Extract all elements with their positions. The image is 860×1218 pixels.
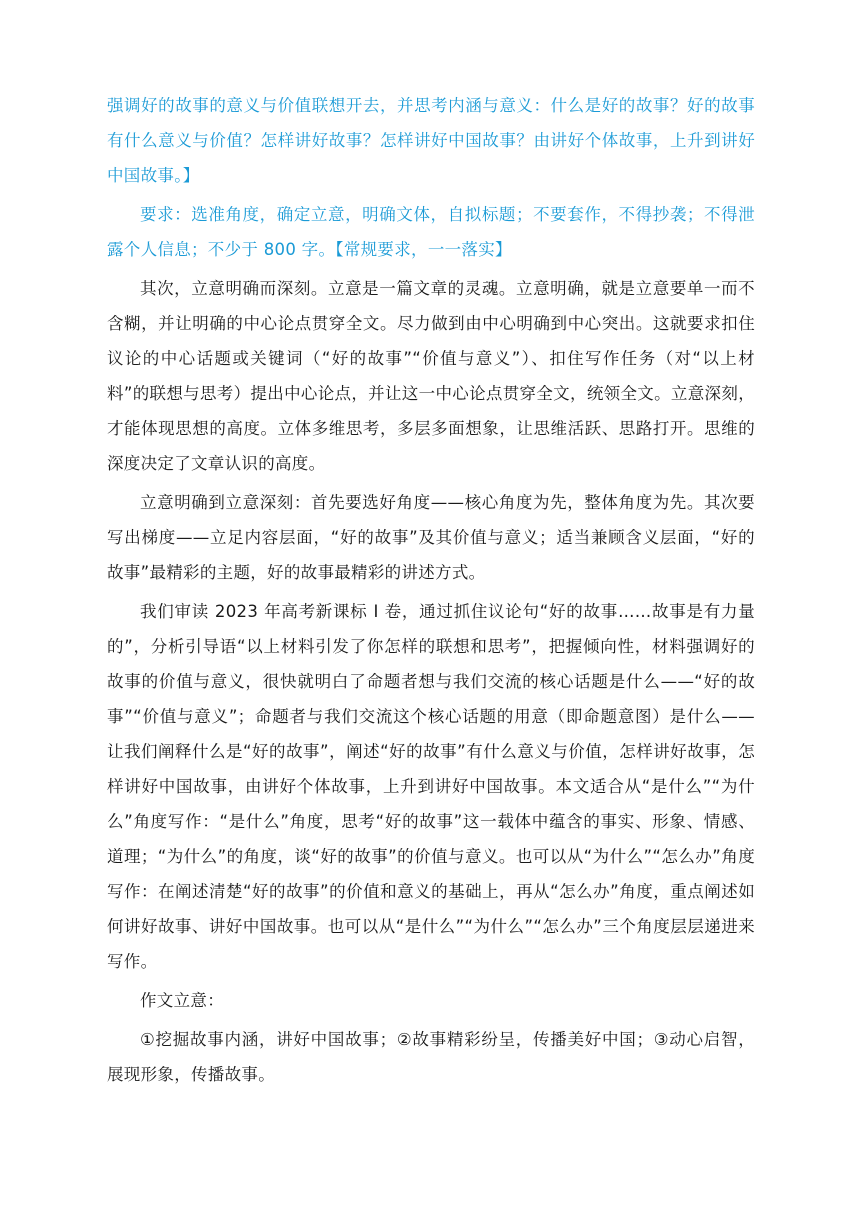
paragraph-essay-theme-list: ①挖掘故事内涵，讲好中国故事；②故事精彩纷呈，传播美好中国；③动心启智，展现形象，传播故事。 [107,1030,755,1084]
paragraph-theme-clarity: 其次，立意明确而深刻。立意是一篇文章的灵魂。立意明确，就是立意要单一而不含糊，并让明确的中心论点贯穿全文。尽力做到由中心明确到中心突出。这就要求扣住议论的中心话题或关键词（“好的故事”“价值与意义”）、扣住写作任务（对“以上材料”的联想与思考）提出中心论点，并让这一中心论点贯穿全文，统领全文。立意深刻，才能体现思想的高度。立体多维思考，多层多面想象，让思维活跃、思路打开。思维的深度决定了文章认识的高度。 [107,279,755,473]
paragraph-essay-theme-heading: 作文立意： [140,991,224,1010]
document-body [107,88,755,1092]
paragraph-theme-depth: 立意明确到立意深刻：首先要选好角度——核心角度为先，整体角度为先。其次要写出梯度——立足内容层面，“好的故事”及其价值与意义；适当兼顾含义层面，“好的故事”最精彩的主题，好的故事最精彩的讲述方式。 [107,493,755,582]
paragraph-material-intent: 强调好的故事的意义与价值联想开去，并思考内涵与意义：什么是好的故事？好的故事有什么意义与价值？怎样讲好故事？怎样讲好中国故事？由讲好个体故事，上升到讲好中国故事。】 [107,96,755,185]
paragraph-exam-analysis: 我们审读 2023 年高考新课标 I 卷，通过抓住议论句“好的故事……故事是有力量的”，分析引导语“以上材料引发了你怎样的联想和思考”，把握倾向性，材料强调好的故事的价值与意义，很快就明白了命题者想与我们交流的核心话题是什么——“好的故事”“价值与意义”；命题者与我们交流这个核心话题的用意（即命题意图）是什么——让我们阐释什么是“好的故事”，阐述“好的故事”有什么意义与价值，怎样讲好故事，怎样讲好中国故事，由讲好个体故事，上升到讲好中国故事。本文适合从“是什么”“为什么”角度写作：“是什么”角度，思考“好的故事”这一载体中蕴含的事实、形象、情感、道理；“为什么”的角度，谈“好的故事”的价值与意义。也可以从“为什么”“怎么办”角度写作：在阐述清楚“好的故事”的价值和意义的基础上，再从“怎么办”角度，重点阐述如何讲好故事、讲好中国故事。也可以从“是什么”“为什么”“怎么办”三个角度层层递进来写作。 [107,602,755,971]
paragraph-requirements: 要求：选准角度，确定立意，明确文体，自拟标题；不要套作，不得抄袭；不得泄露个人信息；不少于 800 字。【常规要求，一一落实】 [107,205,755,259]
